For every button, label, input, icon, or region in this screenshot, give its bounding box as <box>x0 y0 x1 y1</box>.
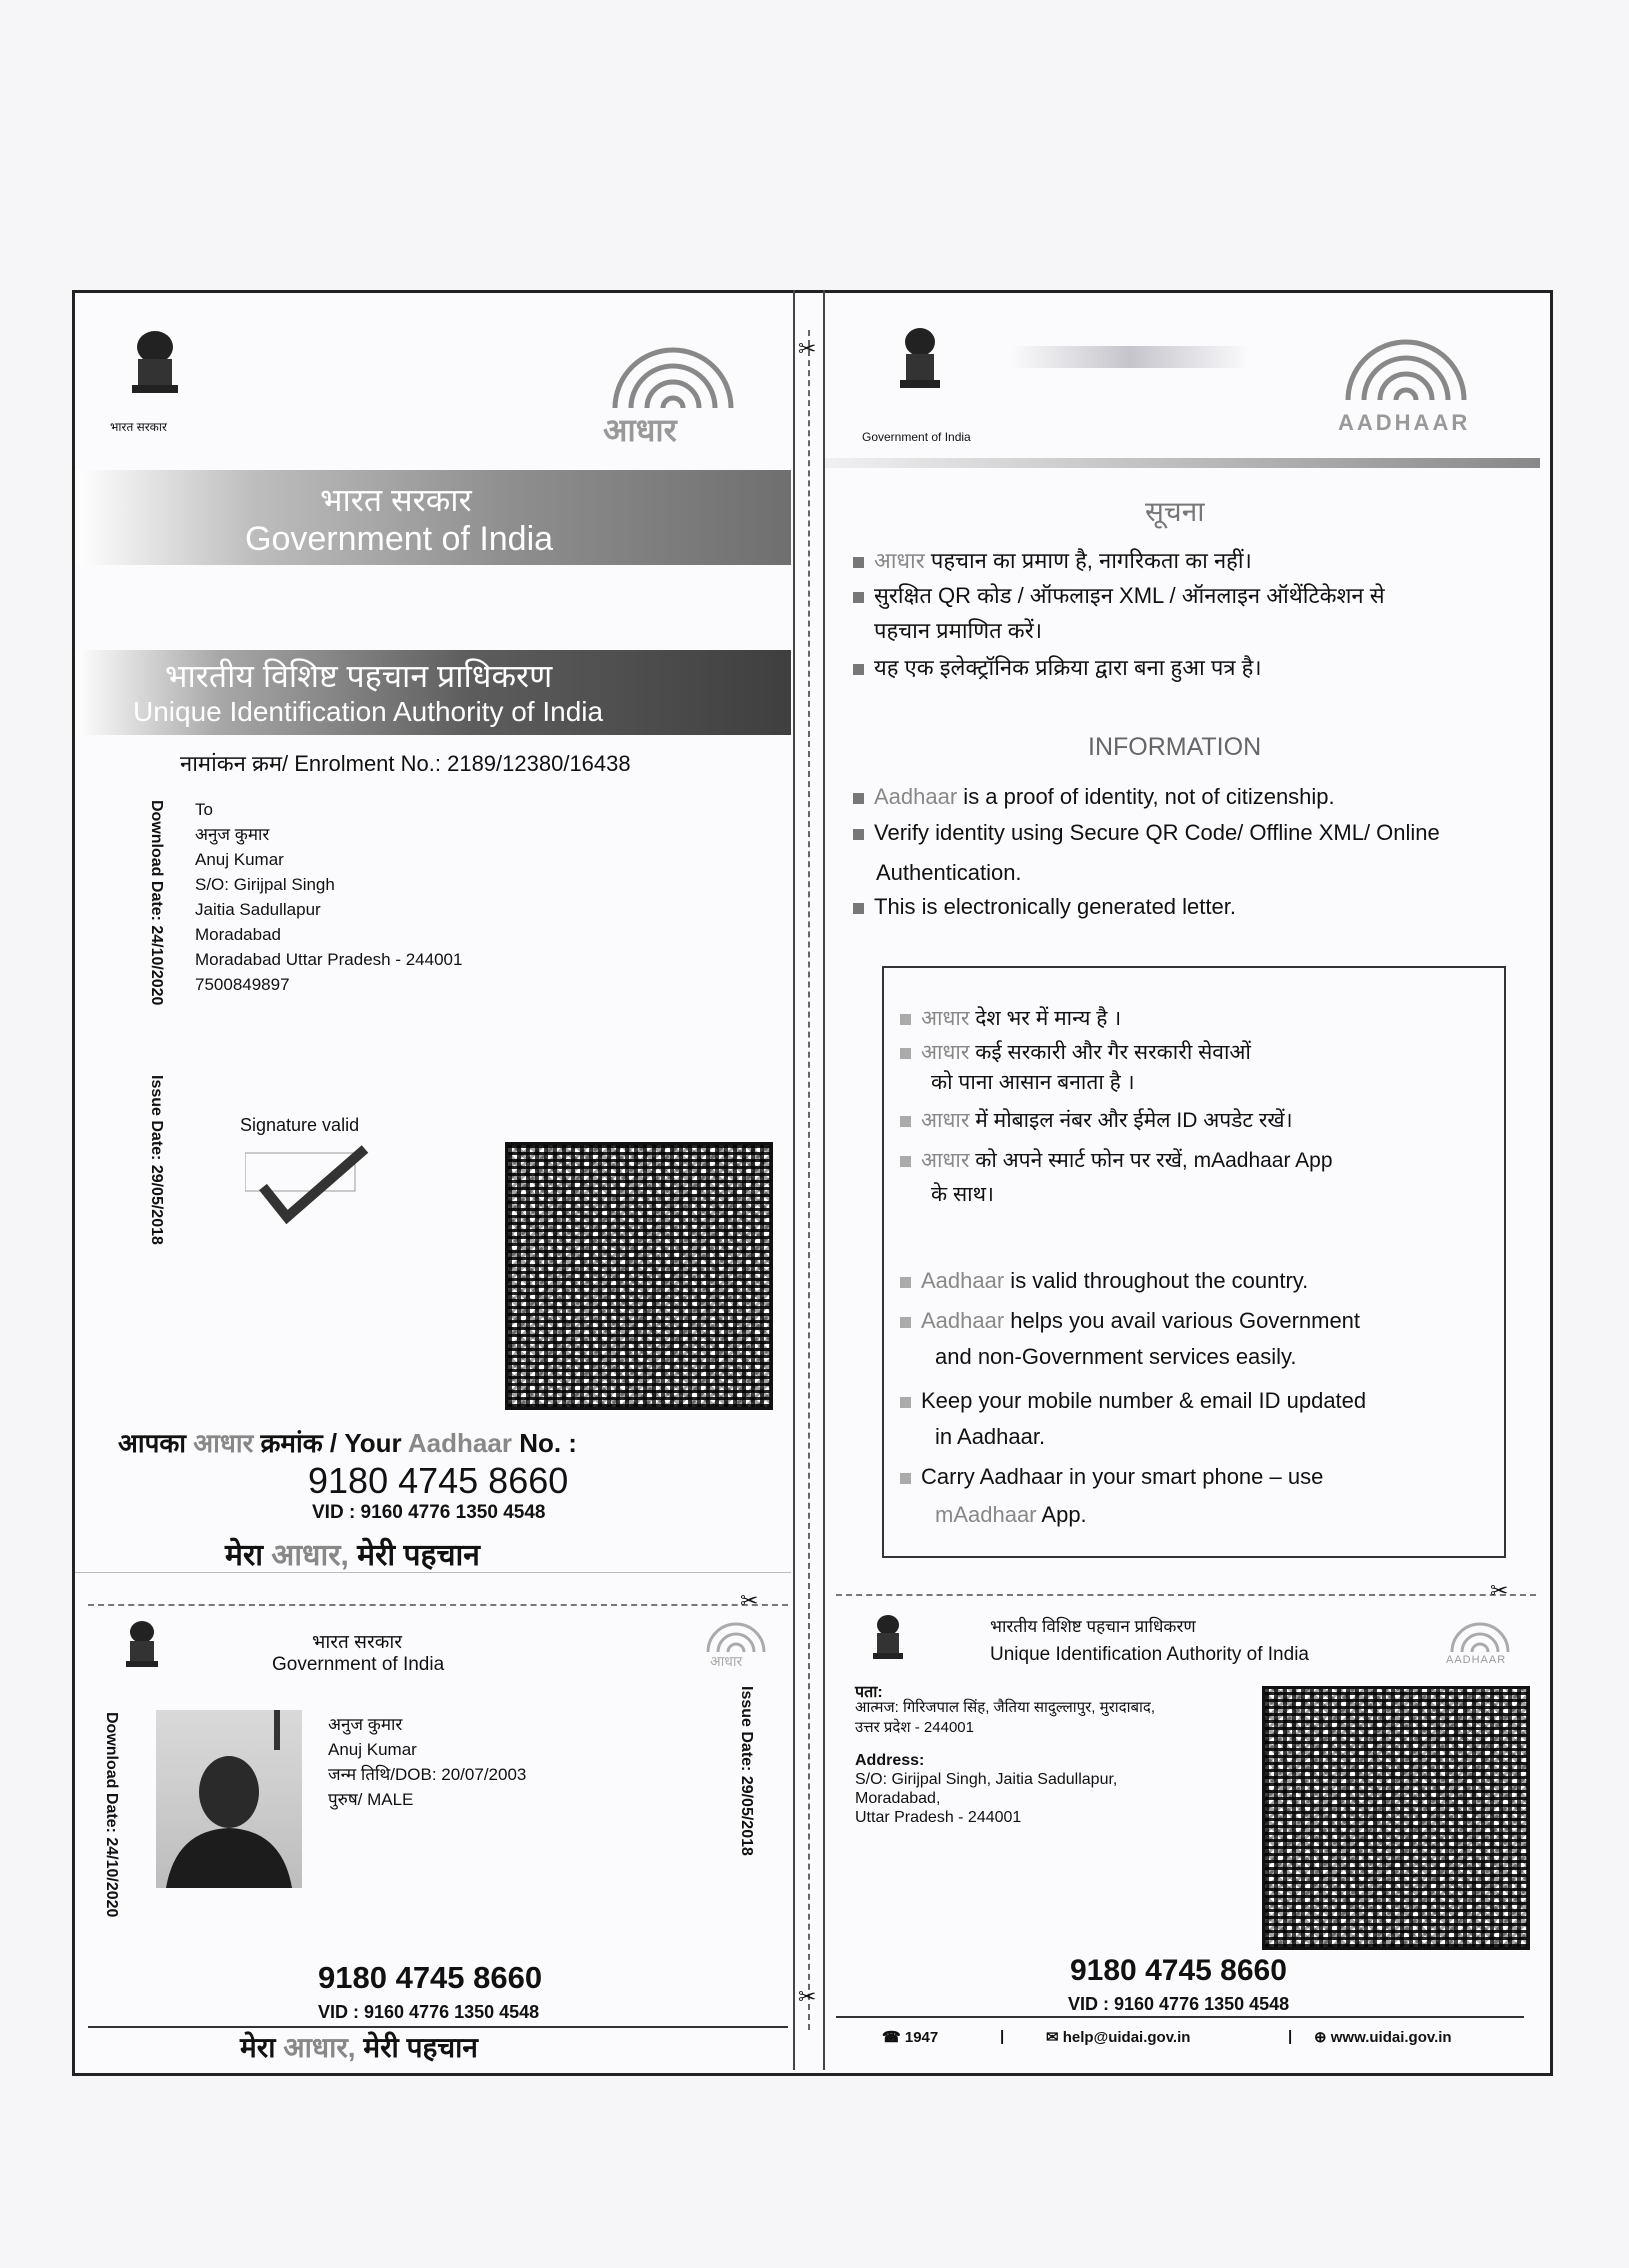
blurred-header <box>1010 346 1250 368</box>
box-english-point-cont: and non-Government services easily. <box>935 1344 1297 1369</box>
english-point: Verify identity using Secure QR Code/ Offline XML/ Online <box>853 820 1440 846</box>
recipient-address <box>195 822 462 997</box>
uidai-band-hindi: भारतीय विशिष्ट पहचान प्राधिकरण <box>165 658 553 694</box>
govt-band-english: Government of India <box>245 520 554 558</box>
address-line: Moradabad Uttar Pradesh - 244001 <box>195 950 463 969</box>
tagline: मेरा आधार, मेरी पहचान <box>225 1539 480 1572</box>
back-footer-rule <box>836 2016 1524 2018</box>
card-download-date-vertical: Download Date: 24/10/2020 <box>103 1712 120 1918</box>
back-uidai-hindi: भारतीय विशिष्ट पहचान प्राधिकरण <box>990 1617 1196 1636</box>
hindi-point-cont: पहचान प्रमाणित करें। <box>874 618 1043 643</box>
scissors-icon-right: ✂ <box>1490 1578 1509 1603</box>
card-gov-hindi: भारत सरकार <box>312 1632 403 1653</box>
box-hindi-point-cont: के साथ। <box>931 1183 994 1206</box>
suchna-title: सूचना <box>1145 496 1205 527</box>
back-vid-number: VID : 9160 4776 1350 4548 <box>1068 1994 1290 2014</box>
box-hindi-point-cont: को पाना आसान बनाता है । <box>931 1071 1135 1094</box>
box-english-point: Keep your mobile number & email ID updated <box>900 1388 1366 1414</box>
holder-dob: जन्म तिथि/DOB: 20/07/2003 <box>328 1765 527 1784</box>
signature-check-icon <box>245 1145 385 1225</box>
box-english-point: Aadhaar is valid throughout the country. <box>900 1268 1308 1294</box>
issue-date-vertical: Issue Date: 29/05/2018 <box>148 1075 165 1245</box>
address-to: To <box>195 800 213 819</box>
national-emblem-icon-right <box>890 322 950 404</box>
right-header-rule <box>825 458 1540 468</box>
download-date-vertical: Download Date: 24/10/2020 <box>148 800 165 1006</box>
cut-line-vertical <box>808 330 810 2030</box>
holder-gender: पुरुष/ MALE <box>328 1790 414 1809</box>
address-line: 7500849897 <box>195 975 290 994</box>
website: ⊕ www.uidai.gov.in <box>1314 2029 1452 2046</box>
address-line: Moradabad <box>195 925 282 944</box>
mail-icon: ✉ <box>1046 2029 1059 2046</box>
holder-name-english: Anuj Kumar <box>328 1740 417 1759</box>
your-aadhaar-label: आपका आधार क्रमांक / Your Aadhaar No. : <box>118 1428 577 1458</box>
qr-code-top-left <box>505 1142 773 1410</box>
uidai-band-english: Unique Identification Authority of India <box>133 696 604 727</box>
hindi-point: यह एक इलेक्ट्रॉनिक प्रक्रिया द्वारा बना हुआ पत्र है। <box>853 652 1262 682</box>
aadhaar-logo-icon-card: आधार <box>696 1614 776 1674</box>
emblem-caption: भारत सरकार <box>110 420 167 434</box>
card-issue-date-vertical: Issue Date: 29/05/2018 <box>738 1686 755 1856</box>
card-holder-details <box>328 1712 526 1812</box>
english-point-cont: Authentication. <box>876 860 1022 885</box>
aadhaar-number: 9180 4745 8660 <box>308 1460 569 1501</box>
address-label: Address: <box>855 1752 925 1769</box>
support-email: ✉ help@uidai.gov.in <box>1046 2029 1191 2046</box>
back-aadhaar-number: 9180 4745 8660 <box>1070 1954 1287 1987</box>
card-aadhaar-number: 9180 4745 8660 <box>318 1960 543 1995</box>
hindi-point: सुरक्षित QR कोड / ऑफलाइन XML / ऑनलाइन ऑथेंटिकेशन से <box>853 580 1385 610</box>
qr-code-back <box>1262 1686 1530 1950</box>
govt-band <box>75 470 791 565</box>
aadhaar-logo-icon <box>585 330 760 450</box>
card-vid-number: VID : 9160 4776 1350 4548 <box>318 2002 540 2022</box>
pata-address: आत्मज: गिरिजपाल सिंह, जैतिया सादुल्लापुर, मुरादाबाद, उत्तर प्रदेश - 244001 <box>855 1699 1156 1736</box>
center-divider <box>793 290 795 2070</box>
address-line: Anuj Kumar <box>195 850 284 869</box>
box-english-point-cont: mAadhaar App. <box>935 1502 1087 1527</box>
box-hindi-point: आधार देश भर में मान्य है । <box>900 1004 1121 1032</box>
scissors-icon-bottom: ✂ <box>798 1984 817 2009</box>
english-point: This is electronically generated letter. <box>853 894 1236 920</box>
box-english-point-cont: in Aadhaar. <box>935 1424 1046 1449</box>
box-english-point: Carry Aadhaar in your smart phone – use <box>900 1464 1323 1490</box>
center-divider-2 <box>823 290 825 2070</box>
box-hindi-point: आधार कई सरकारी और गैर सरकारी सेवाओं <box>900 1038 1251 1066</box>
address-line: Jaitia Sadullapur <box>195 900 321 919</box>
phone-icon: ☎ <box>882 2029 901 2046</box>
helpline: ☎ 1947 <box>882 2029 939 2046</box>
enrolment-number: नामांकन क्रम/ Enrolment No.: 2189/12380/16438 <box>180 751 631 776</box>
aadhaar-logo-icon-back: AADHAAR <box>1440 1616 1520 1674</box>
scissors-icon: ✂ <box>798 336 817 361</box>
govt-band-hindi: भारत सरकार <box>320 482 472 518</box>
box-english-point: Aadhaar helps you avail various Government <box>900 1308 1360 1334</box>
card-tagline: मेरा आधार, मेरी पहचान <box>240 2032 478 2063</box>
holder-name-hindi: अनुज कुमार <box>328 1715 403 1734</box>
card-gov-english: Government of India <box>272 1654 445 1675</box>
left-separator <box>75 1572 791 1573</box>
box-hindi-point: आधार में मोबाइल नंबर और ईमेल ID अपडेट रखें। <box>900 1106 1293 1134</box>
pata-label: पता: <box>855 1684 883 1701</box>
aadhaar-logo-text: आधार <box>603 412 677 448</box>
box-hindi-point: आधार को अपने स्मार्ट फोन पर रखें, mAadhaar App <box>900 1146 1333 1174</box>
vid-number: VID : 9160 4776 1350 4548 <box>312 1502 546 1523</box>
emblem-caption-right: Government of India <box>862 430 971 444</box>
globe-icon: ⊕ <box>1314 2029 1327 2046</box>
divider-bar-2: | <box>1288 2028 1293 2045</box>
holder-photo <box>156 1710 302 1888</box>
national-emblem-icon <box>118 325 192 415</box>
information-title: INFORMATION <box>1088 733 1262 761</box>
signature-valid-label: Signature valid <box>240 1115 360 1135</box>
aadhaar-logo-text-right: AADHAAR <box>1338 410 1471 435</box>
cut-line-left <box>88 1604 788 1606</box>
national-emblem-icon-back <box>866 1612 910 1670</box>
back-uidai-english: Unique Identification Authority of India <box>990 1644 1309 1665</box>
back-address: S/O: Girijpal Singh, Jaitia Sadullapur, Moradabad, Uttar Pradesh - 244001 <box>855 1771 1118 1826</box>
uidai-band <box>75 650 791 735</box>
english-point: Aadhaar is a proof of identity, not of citizenship. <box>853 784 1335 810</box>
aadhaar-logo-icon-right <box>1318 322 1493 442</box>
divider-bar: | <box>1000 2028 1005 2045</box>
address-line: अनुज कुमार <box>195 825 270 844</box>
national-emblem-icon-card <box>118 1618 166 1678</box>
scissors-icon-left: ✂ <box>740 1588 759 1613</box>
cut-line-right <box>836 1594 1536 1596</box>
hindi-point: आधार पहचान का प्रमाण है, नागरिकता का नहीं। <box>853 545 1252 575</box>
address-line: S/O: Girijpal Singh <box>195 875 335 894</box>
